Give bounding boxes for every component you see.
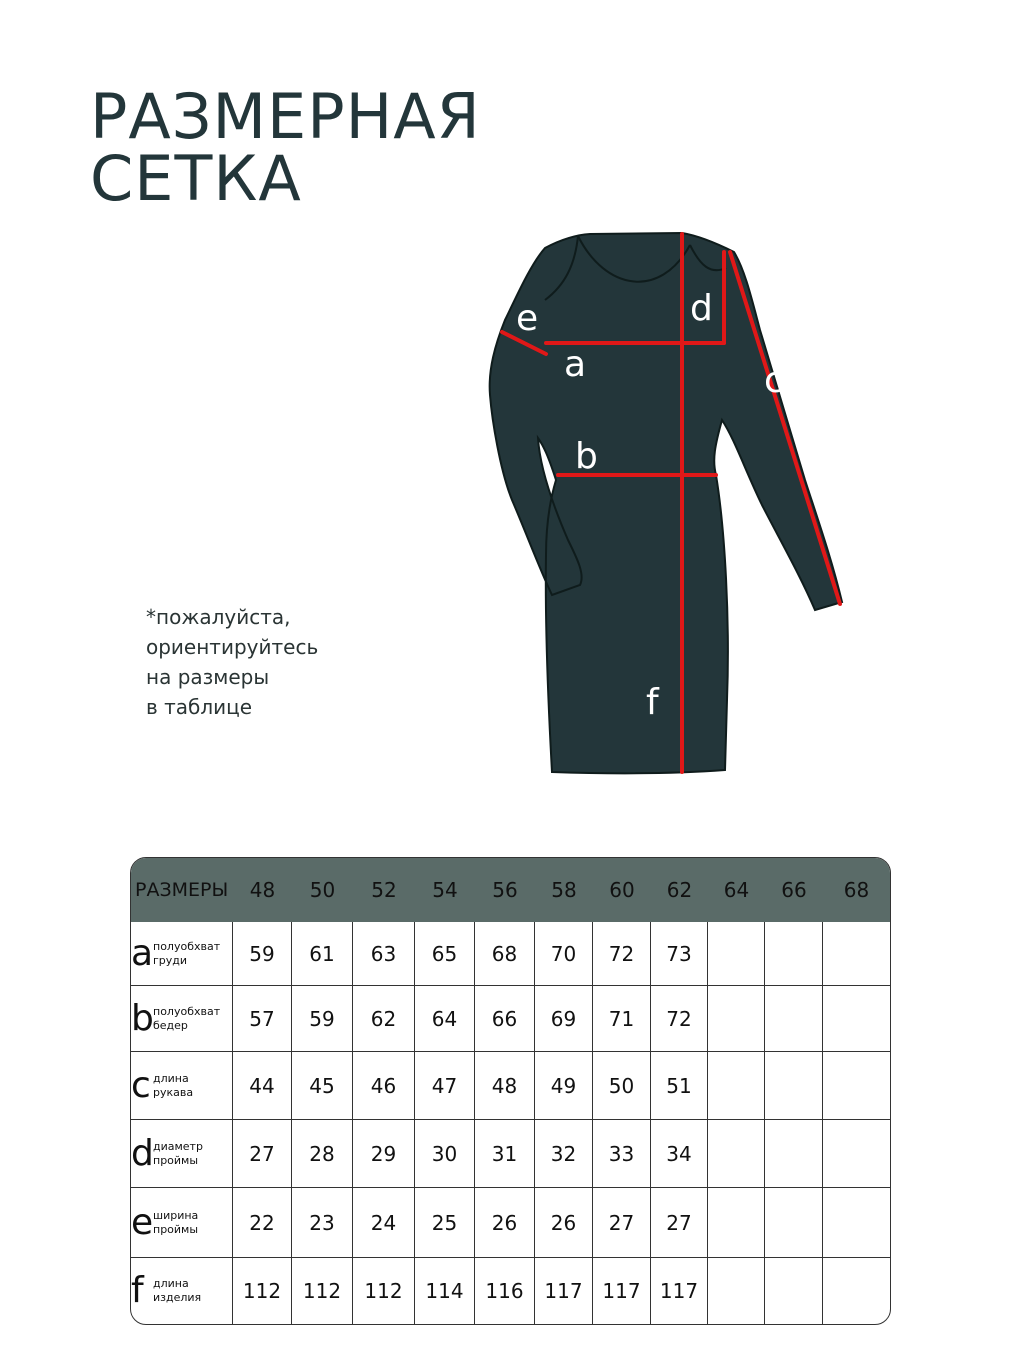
value-cell: 31 <box>475 1120 535 1188</box>
measurement-row-f <box>131 1258 890 1324</box>
measure-label-f: f <box>646 682 659 723</box>
size-header-cell: 54 <box>415 858 475 922</box>
row-description-line: проймы <box>153 1222 199 1236</box>
value-cell: 47 <box>415 1052 475 1120</box>
value-cell <box>823 1120 890 1188</box>
measurement-row-e <box>131 1188 890 1258</box>
value-cell: 117 <box>651 1258 708 1324</box>
row-description <box>153 1072 193 1100</box>
dress-silhouette <box>490 233 842 773</box>
value-cell: 25 <box>415 1188 475 1258</box>
value-cell: 23 <box>292 1188 353 1258</box>
measure-label-a: a <box>564 344 587 385</box>
value-cell <box>823 1188 890 1258</box>
note-line: ориентируйтесь <box>146 635 319 659</box>
value-cell <box>708 922 765 986</box>
value-cell: 28 <box>292 1120 353 1188</box>
size-header-cell: 50 <box>292 858 353 922</box>
value-cell <box>708 986 765 1052</box>
row-description-line: бедер <box>153 1018 188 1032</box>
value-cell <box>765 1052 823 1120</box>
value-cell: 62 <box>353 986 415 1052</box>
row-description-line: диаметр <box>153 1139 203 1153</box>
note-line: на размеры <box>146 665 270 689</box>
value-cell: 51 <box>651 1052 708 1120</box>
measurement-row-b <box>131 986 890 1052</box>
value-cell <box>708 1120 765 1188</box>
value-cell <box>765 1188 823 1258</box>
value-cell: 66 <box>475 986 535 1052</box>
value-cell: 65 <box>415 922 475 986</box>
size-header-cell: 48 <box>233 858 292 922</box>
value-cell: 49 <box>535 1052 593 1120</box>
row-description-line: полуобхват <box>153 939 221 953</box>
value-cell: 48 <box>475 1052 535 1120</box>
value-cell: 61 <box>292 922 353 986</box>
row-label <box>131 986 233 1052</box>
measure-label-e: e <box>516 298 539 339</box>
value-cell: 59 <box>292 986 353 1052</box>
row-description-line: ширина <box>153 1208 199 1222</box>
row-label <box>131 1120 233 1188</box>
value-cell: 69 <box>535 986 593 1052</box>
value-cell: 112 <box>233 1258 292 1324</box>
size-header-cell: 60 <box>593 858 651 922</box>
value-cell: 26 <box>535 1188 593 1258</box>
value-cell: 32 <box>535 1120 593 1188</box>
value-cell: 72 <box>651 986 708 1052</box>
value-cell: 46 <box>353 1052 415 1120</box>
row-description <box>153 940 220 968</box>
size-header-row <box>131 858 890 922</box>
value-cell: 64 <box>415 986 475 1052</box>
value-cell <box>708 1258 765 1324</box>
value-cell: 112 <box>292 1258 353 1324</box>
row-description <box>153 1277 201 1305</box>
value-cell: 59 <box>233 922 292 986</box>
value-cell: 72 <box>593 922 651 986</box>
value-cell: 30 <box>415 1120 475 1188</box>
title-line-1: РАЗМЕРНАЯ <box>90 80 481 153</box>
value-cell: 27 <box>651 1188 708 1258</box>
value-cell: 45 <box>292 1052 353 1120</box>
value-cell <box>765 1258 823 1324</box>
size-note <box>146 602 318 722</box>
row-description-line: полуобхват <box>153 1004 221 1018</box>
row-description-line: длина <box>153 1071 189 1085</box>
value-cell: 73 <box>651 922 708 986</box>
value-cell: 63 <box>353 922 415 986</box>
value-cell <box>823 986 890 1052</box>
row-label <box>131 1258 233 1324</box>
value-cell: 44 <box>233 1052 292 1120</box>
measurement-row-d <box>131 1120 890 1188</box>
size-header-cell: 56 <box>475 858 535 922</box>
row-label <box>131 1188 233 1258</box>
row-label <box>131 1052 233 1120</box>
value-cell: 112 <box>353 1258 415 1324</box>
size-header-cell: 58 <box>535 858 593 922</box>
value-cell: 27 <box>593 1188 651 1258</box>
row-description <box>153 1140 203 1168</box>
row-letter: d <box>131 1132 154 1174</box>
value-cell: 117 <box>535 1258 593 1324</box>
value-cell: 71 <box>593 986 651 1052</box>
value-cell: 57 <box>233 986 292 1052</box>
page-title <box>90 80 481 215</box>
row-description <box>153 1209 198 1237</box>
dress-diagram <box>480 220 880 790</box>
note-line: *пожалуйста, <box>146 605 291 629</box>
row-description-line: рукава <box>153 1085 194 1099</box>
row-letter: c <box>131 1064 151 1106</box>
measure-label-d: d <box>690 288 713 329</box>
row-description-line: изделия <box>153 1291 202 1304</box>
size-header-cell: 66 <box>765 858 823 922</box>
row-description-line: груди <box>153 953 188 967</box>
row-description-line: длина <box>153 1277 189 1290</box>
value-cell <box>823 1052 890 1120</box>
value-cell <box>765 1120 823 1188</box>
size-header-cell: 52 <box>353 858 415 922</box>
row-letter: e <box>131 1201 154 1243</box>
size-header-cell: 68 <box>823 858 890 922</box>
measurement-row-a <box>131 922 890 986</box>
value-cell: 114 <box>415 1258 475 1324</box>
measure-label-c: c <box>764 360 784 401</box>
row-letter: f <box>131 1270 144 1311</box>
value-cell: 33 <box>593 1120 651 1188</box>
note-line: в таблице <box>146 695 253 719</box>
size-header-cell: 64 <box>708 858 765 922</box>
row-label <box>131 922 233 986</box>
value-cell: 117 <box>593 1258 651 1324</box>
value-cell <box>708 1052 765 1120</box>
measure-label-b: b <box>575 436 598 477</box>
value-cell: 29 <box>353 1120 415 1188</box>
value-cell: 68 <box>475 922 535 986</box>
row-letter: b <box>131 997 154 1039</box>
value-cell: 50 <box>593 1052 651 1120</box>
row-letter: a <box>131 932 154 974</box>
value-cell <box>765 986 823 1052</box>
value-cell <box>708 1188 765 1258</box>
value-cell: 26 <box>475 1188 535 1258</box>
size-header-label: РАЗМЕРЫ <box>131 858 233 922</box>
value-cell <box>823 1258 890 1324</box>
title-line-2: СЕТКА <box>90 142 302 215</box>
size-table <box>130 857 891 1325</box>
value-cell <box>765 922 823 986</box>
value-cell: 70 <box>535 922 593 986</box>
value-cell: 22 <box>233 1188 292 1258</box>
value-cell: 34 <box>651 1120 708 1188</box>
value-cell: 27 <box>233 1120 292 1188</box>
value-cell <box>823 922 890 986</box>
value-cell: 24 <box>353 1188 415 1258</box>
size-header-cell: 62 <box>651 858 708 922</box>
row-description <box>153 1005 220 1033</box>
value-cell: 116 <box>475 1258 535 1324</box>
measurement-row-c <box>131 1052 890 1120</box>
row-description-line: проймы <box>153 1153 199 1167</box>
